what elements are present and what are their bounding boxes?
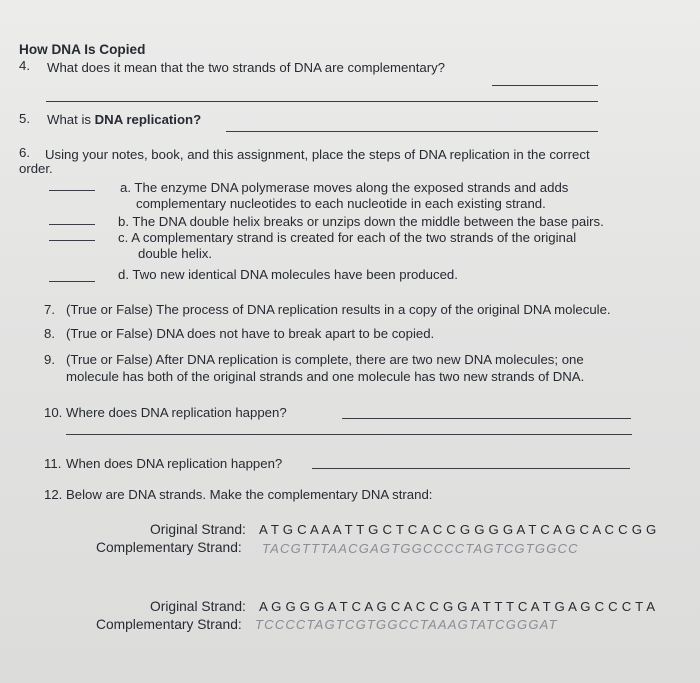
question-5-text <box>47 112 201 127</box>
step-a-blank[interactable] <box>49 190 95 191</box>
question-10-text: Where does DNA replication happen? <box>66 405 287 420</box>
step-a-text-1: a. The enzyme DNA polymerase moves along the exposed strands and adds <box>120 180 569 195</box>
question-10-answer-line[interactable] <box>342 418 631 419</box>
step-d-blank[interactable] <box>49 281 95 282</box>
question-11-number: 11. <box>44 456 62 471</box>
question-10-answer-line-2[interactable] <box>66 434 632 435</box>
pair-2-original-label: Original Strand: <box>150 599 246 614</box>
question-9-text-2: molecule has both of the original strands and one molecule has two new strands of DNA. <box>66 369 585 384</box>
step-c-text-2: double helix. <box>138 246 213 261</box>
worksheet-heading: How DNA Is Copied <box>19 42 146 57</box>
question-5-answer-line[interactable] <box>226 131 598 132</box>
question-7-number: 7. <box>44 302 55 317</box>
question-12-number: 12. <box>44 487 63 502</box>
pair-1-complementary-label: Complementary Strand: <box>96 540 242 555</box>
pair-2-complementary-label: Complementary Strand: <box>96 617 242 632</box>
question-8-text: (True or False) DNA does not have to break apart to be copied. <box>66 326 435 341</box>
question-4-answer-line[interactable] <box>492 85 598 86</box>
question-6-text-1: Using your notes, book, and this assignment, place the steps of DNA replication in the correct <box>45 147 590 162</box>
pair-2-complementary-handwriting: TCCCCTAGTCGTGGCCTAAAGTATCGGGAT <box>255 617 558 632</box>
pair-1-original-label: Original Strand: <box>150 522 246 537</box>
step-b-blank[interactable] <box>49 224 95 225</box>
question-5-prefix: What is <box>47 112 95 127</box>
question-11-text: When does DNA replication happen? <box>66 456 283 471</box>
step-c-text-1: c. A complementary strand is created for each of the two strands of the original <box>118 230 577 245</box>
question-4-text: What does it mean that the two strands of DNA are complementary? <box>47 60 446 75</box>
question-7-text: (True or False) The process of DNA replication results in a copy of the original DNA molecule. <box>66 302 611 317</box>
step-d-text: d. Two new identical DNA molecules have been produced. <box>118 267 458 282</box>
question-9-text-1: (True or False) After DNA replication is complete, there are two new DNA molecules; one <box>66 352 584 367</box>
pair-1-original-sequence: A T G C A A A T T G C T C A C C G G G G A T C A G C A C C G G <box>259 522 657 537</box>
question-9-number: 9. <box>44 352 55 367</box>
pair-2-original-sequence: A G G G G A T C A G C A C C G G A T T T C A T G A G C C C T A <box>259 599 656 614</box>
step-c-blank[interactable] <box>49 240 95 241</box>
step-b-text: b. The DNA double helix breaks or unzips down the middle between the base pairs. <box>118 214 604 229</box>
step-a-text-2: complementary nucleotides to each nucleotide in each existing strand. <box>136 196 546 211</box>
question-6-number: 6. <box>19 145 30 160</box>
question-10-number: 10. <box>44 405 63 420</box>
question-4-answer-line-2[interactable] <box>46 101 598 102</box>
question-5-number: 5. <box>19 111 30 126</box>
question-6-text-2: order. <box>19 161 53 176</box>
question-4-number: 4. <box>19 58 30 73</box>
question-12-text: Below are DNA strands. Make the complementary DNA strand: <box>66 487 433 502</box>
question-11-answer-line[interactable] <box>312 468 630 469</box>
question-8-number: 8. <box>44 326 55 341</box>
question-5-bold: DNA replication? <box>94 112 202 127</box>
pair-1-complementary-handwriting: TACGTTTAACGAGTGGCCCCTAGTCGTGGCC <box>262 541 579 556</box>
